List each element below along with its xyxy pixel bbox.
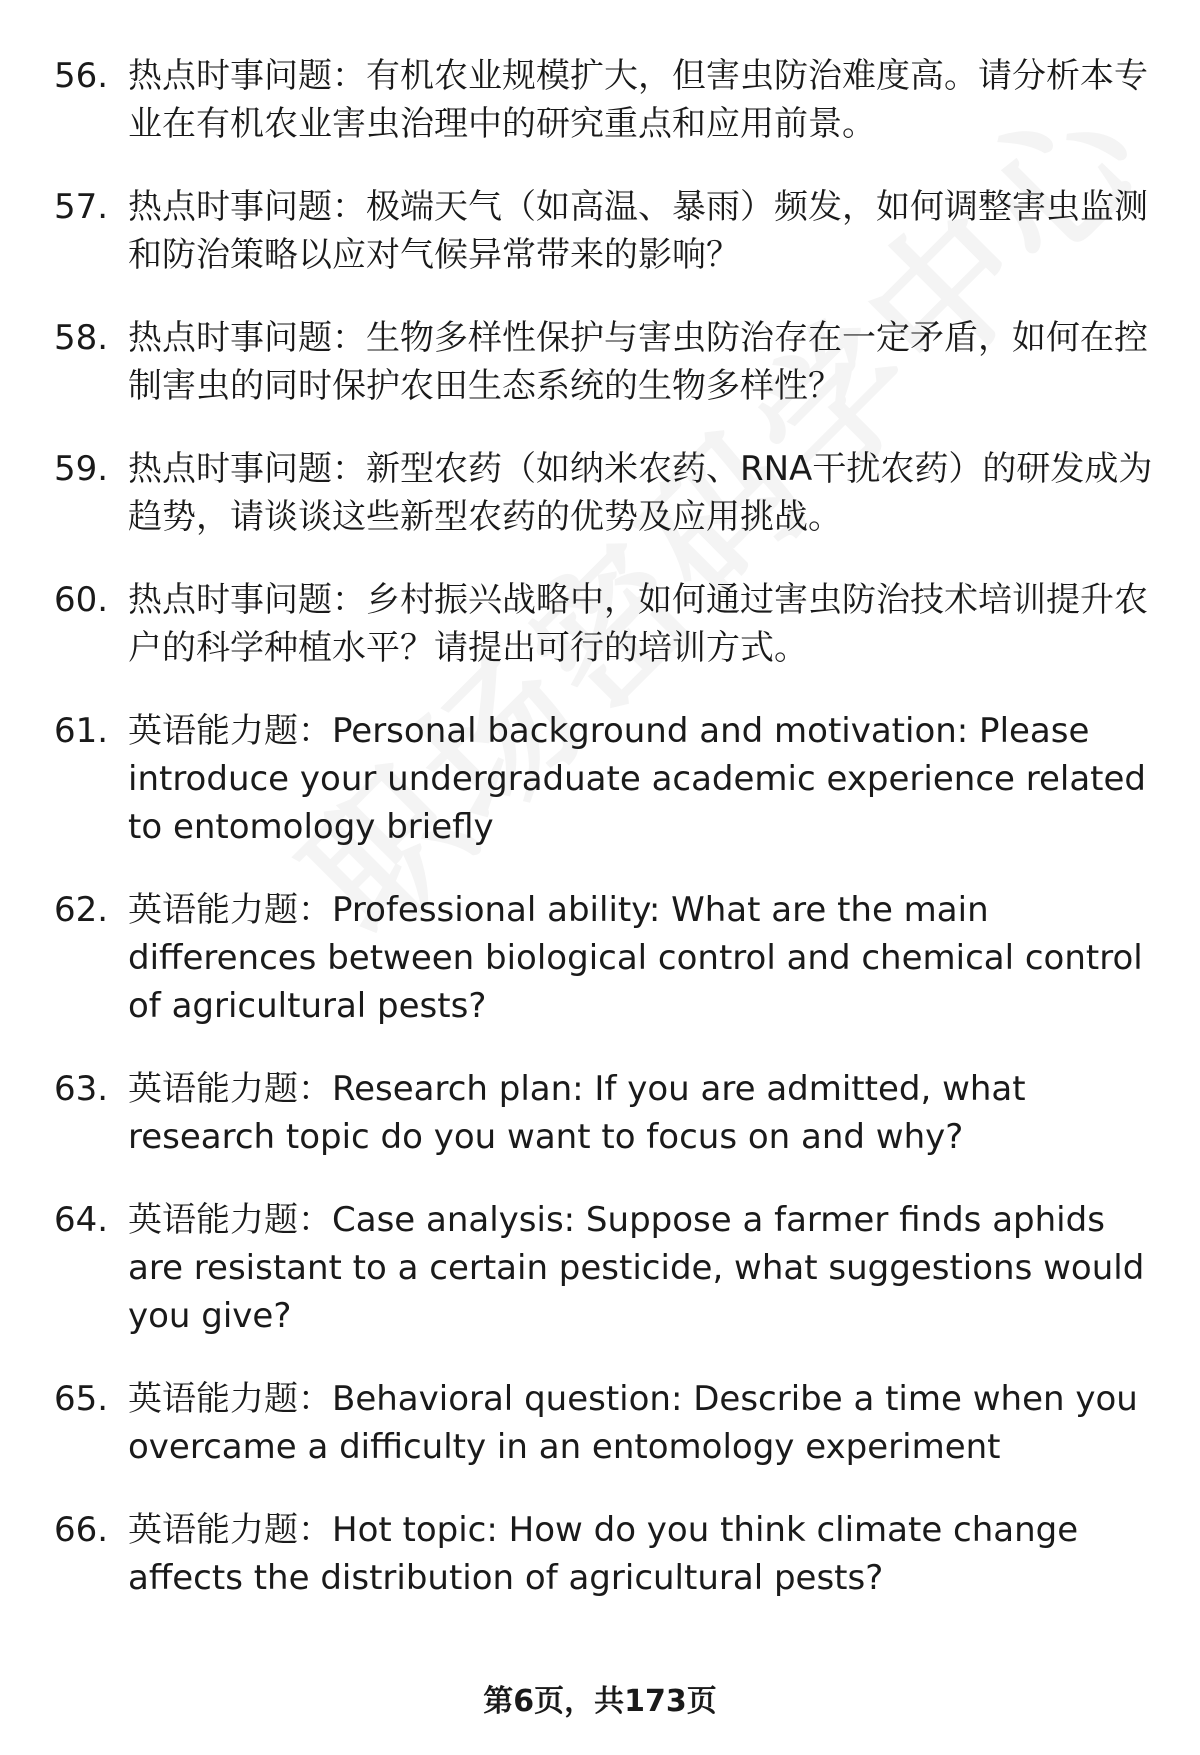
item-text: 英语能力题：Research plan: If you are admitted, what research topic do you want to focus on and why? bbox=[128, 1069, 1026, 1157]
list-item bbox=[0, 1506, 1200, 1602]
item-number: 66. bbox=[54, 1510, 109, 1550]
page-footer: 第6页，共173页 bbox=[483, 1684, 717, 1719]
list-item bbox=[0, 52, 1200, 148]
item-text: 英语能力题：Case analysis: Suppose a farmer finds aphids are resistant to a certain pesticide, what suggestions would you give? bbox=[128, 1200, 1145, 1336]
list-item bbox=[0, 1065, 1200, 1161]
item-number: 64. bbox=[54, 1200, 109, 1240]
list-item bbox=[0, 576, 1200, 672]
item-number: 62. bbox=[54, 890, 109, 930]
item-text: 热点时事问题：乡村振兴战略中，如何通过害虫防治技术培训提升农户的科学种植水平？请提出可行的培训方式。 bbox=[128, 580, 1148, 668]
item-text: 英语能力题：Hot topic: How do you think climate change affects the distribution of agricultural pests? bbox=[128, 1510, 1079, 1598]
list-item bbox=[0, 707, 1200, 851]
item-text: 英语能力题：Personal background and motivation: Please introduce your undergraduate academic experience related to entomology briefly bbox=[128, 711, 1147, 847]
item-text: 热点时事问题：有机农业规模扩大，但害虫防治难度高。请分析本专业在有机农业害虫治理中的研究重点和应用前景。 bbox=[128, 56, 1148, 144]
item-number: 61. bbox=[54, 711, 109, 751]
list-item bbox=[0, 183, 1200, 279]
item-number: 60. bbox=[54, 580, 109, 620]
list-item bbox=[0, 1375, 1200, 1471]
item-text: 热点时事问题：极端天气（如高温、暴雨）频发，如何调整害虫监测和防治策略以应对气候异常带来的影响？ bbox=[128, 187, 1148, 275]
item-number: 57. bbox=[54, 187, 109, 227]
item-text: 热点时事问题：生物多样性保护与害虫防治存在一定矛盾，如何在控制害虫的同时保护农田生态系统的生物多样性？ bbox=[128, 318, 1148, 406]
item-text: 热点时事问题：新型农药（如纳米农药、RNA干扰农药）的研发成为趋势，请谈谈这些新型农药的优势及应用挑战。 bbox=[128, 449, 1153, 537]
item-number: 59. bbox=[54, 449, 109, 489]
list-item bbox=[0, 1196, 1200, 1340]
item-number: 65. bbox=[54, 1379, 109, 1419]
list-item bbox=[0, 314, 1200, 410]
item-number: 63. bbox=[54, 1069, 109, 1109]
item-number: 58. bbox=[54, 318, 109, 358]
item-text: 英语能力题：Behavioral question: Describe a time when you overcame a difficulty in an entomology experiment bbox=[128, 1379, 1138, 1467]
list-item bbox=[0, 886, 1200, 1030]
item-text: 英语能力题：Professional ability: What are the main differences between biological control and chemical control of agricultural pests? bbox=[128, 890, 1143, 1026]
question-list bbox=[0, 52, 1200, 1637]
item-number: 56. bbox=[54, 56, 109, 96]
list-item bbox=[0, 445, 1200, 541]
